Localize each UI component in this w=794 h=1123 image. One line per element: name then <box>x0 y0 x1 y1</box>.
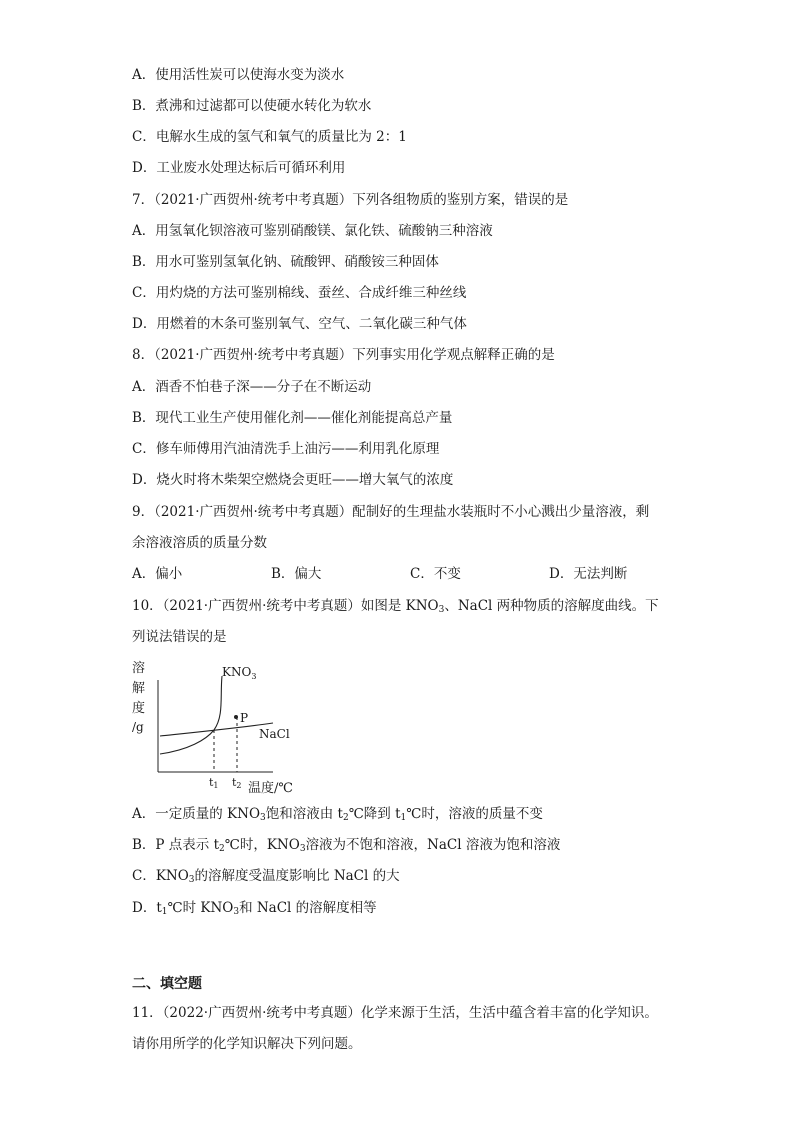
kno3-curve <box>160 676 222 754</box>
q7-option-d: D．用燃着的木条可鉴别氧气、空气、二氧化碳三种气体 <box>132 316 467 332</box>
q10-option-a: A．一定质量的 $KNO_3$饱和溶液由 $t_2℃$降到 $t_1℃$时，溶液的质量不变 <box>132 806 543 823</box>
nacl-label: NaCl <box>259 727 290 741</box>
y-axis-label-2: 解 <box>132 681 146 696</box>
q7-stem: 7．（2021·广西贺州·统考中考真题）下列各组物质的鉴别方案，错误的是 <box>132 192 569 208</box>
q9-option-b: B．偏大 <box>271 566 322 582</box>
q6-option-d: D．工业废水处理达标后可循环利用 <box>132 160 346 176</box>
q6-option-a: A．使用活性炭可以使海水变为淡水 <box>132 67 345 83</box>
q10-option-b: B．P 点表示 $t_2℃$时，$KNO_3$溶液为不饱和溶液，NaCl 溶液为饱和溶液 <box>132 837 561 854</box>
q11-stem-line2: 请你用所学的化学知识解决下列问题。 <box>132 1036 362 1052</box>
section-heading-fill-in: 二、填空题 <box>132 976 202 992</box>
q9-stem-line1: 9．（2021·广西贺州·统考中考真题）配制好的生理盐水装瓶时不小心溅出少量溶液，剩 <box>132 504 650 520</box>
q6-option-c: C．电解水生成的氢气和氧气的质量比为 2：1 <box>132 129 407 145</box>
q9-option-a: A．偏小 <box>132 566 183 582</box>
y-axis-label-4: /g <box>132 720 144 734</box>
q9-option-d: D．无法判断 <box>549 566 628 582</box>
q8-stem: 8．（2021·广西贺州·统考中考真题）下列事实用化学观点解释正确的是 <box>132 347 555 363</box>
q10-stem-line1: 10．（2021·广西贺州·统考中考真题）如图是 $KNO_3$、NaCl 两种物质的溶解度曲线。下 <box>132 598 659 615</box>
point-p-label: P <box>240 711 249 725</box>
point-p <box>234 715 238 719</box>
q9-stem-line2: 余溶液溶质的质量分数 <box>132 535 267 551</box>
q8-option-a: A．酒香不怕巷子深——分子在不断运动 <box>132 379 372 395</box>
solubility-curve-chart <box>128 656 308 796</box>
q11-stem-line1: 11．（2022·广西贺州·统考中考真题）化学来源于生活，生活中蕴含着丰富的化学知识。 <box>132 1005 658 1021</box>
q7-option-a: A．用氢氧化钡溶液可鉴别硝酸镁、氯化铁、硫酸钠三种溶液 <box>132 223 493 239</box>
tick-t1: t1 <box>209 776 219 790</box>
q10-option-d: D．$t_1℃$时 $KNO_3$和 NaCl 的溶解度相等 <box>132 900 377 917</box>
q10-option-c: C．$KNO_3$的溶解度受温度影响比 NaCl 的大 <box>132 868 400 885</box>
q8-option-c: C．修车师傅用汽油清洗手上油污——利用乳化原理 <box>132 441 440 457</box>
q7-option-c: C．用灼烧的方法可鉴别棉线、蚕丝、合成纤维三种丝线 <box>132 285 467 301</box>
q6-option-b: B．煮沸和过滤都可以使硬水转化为软水 <box>132 98 372 114</box>
tick-t2: t2 <box>232 776 242 790</box>
q10-stem-line2: 列说法错误的是 <box>132 629 227 645</box>
q7-option-b: B．用水可鉴别氢氧化钠、硫酸钾、硝酸铵三种固体 <box>132 254 439 270</box>
q8-option-d: D．烧火时将木柴架空燃烧会更旺——增大氧气的浓度 <box>132 472 454 488</box>
kno3-label: $KNO_3$ <box>222 665 257 681</box>
y-axis-label-1: 溶 <box>132 661 146 676</box>
q9-option-c: C．不变 <box>410 566 461 582</box>
x-axis-label: 温度/℃ <box>248 781 293 796</box>
y-axis-label-3: 度 <box>132 701 146 716</box>
q8-option-b: B．现代工业生产使用催化剂——催化剂能提高总产量 <box>132 410 453 426</box>
